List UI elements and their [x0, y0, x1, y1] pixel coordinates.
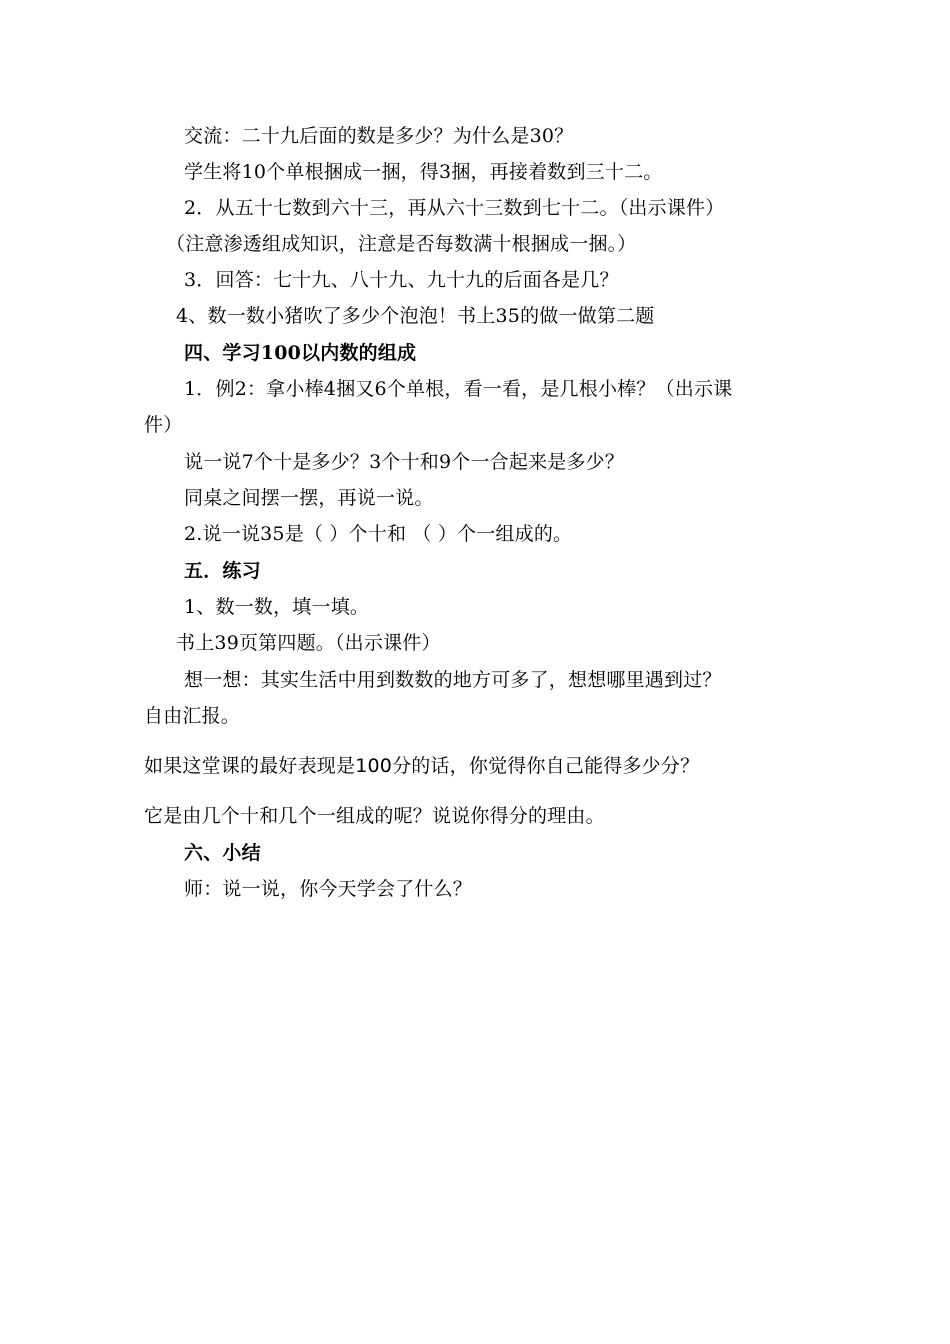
text-line: 同桌之间摆一摆，再说一说。	[184, 487, 434, 509]
text-line: 2．从五十七数到六十三，再从六十三数到七十二。（出示课件）	[184, 197, 725, 219]
text-line: 如果这堂课的最好表现是100分的话，你觉得你自己能得多少分？	[144, 755, 700, 777]
text-line: 交流：二十九后面的数是多少？为什么是30？	[184, 125, 574, 147]
text-line: 4、数一数小猪吹了多少个泡泡！书上35的做一做第二题	[176, 305, 655, 327]
text-line: 1．例2：拿小棒4捆又6个单根，看一看，是几根小棒？（出示课	[184, 378, 733, 400]
text-line: 自由汇报。	[144, 705, 241, 727]
text-line: （注意渗透组成知识，注意是否每数满十根捆成一捆。）	[166, 233, 637, 255]
section-heading: 五．练习	[184, 560, 261, 582]
text-line: 3．回答：七十九、八十九、九十九的后面各是几？	[184, 269, 619, 291]
section-heading: 四、学习100以内数的组成	[184, 342, 417, 364]
text-line: 件）	[144, 414, 183, 436]
text-line: 它是由几个十和几个一组成的呢？说说你得分的理由。	[144, 805, 605, 827]
text-line: 2.说一说35是（ ）个十和 （ ）个一组成的。	[184, 523, 573, 545]
text-line: 书上39页第四题。（出示课件）	[176, 632, 441, 654]
text-line: 学生将10个单根捆成一捆，得3捆，再接着数到三十二。	[184, 161, 663, 183]
section-heading: 六、小结	[184, 842, 261, 864]
text-line: 说一说7个十是多少？3个十和9个一合起来是多少？	[184, 451, 625, 473]
text-line: 师：说一说，你今天学会了什么？	[184, 878, 473, 900]
text-line: 想一想：其实生活中用到数数的地方可多了，想想哪里遇到过？	[184, 669, 722, 691]
text-line: 1、数一数，填一填。	[184, 596, 370, 618]
